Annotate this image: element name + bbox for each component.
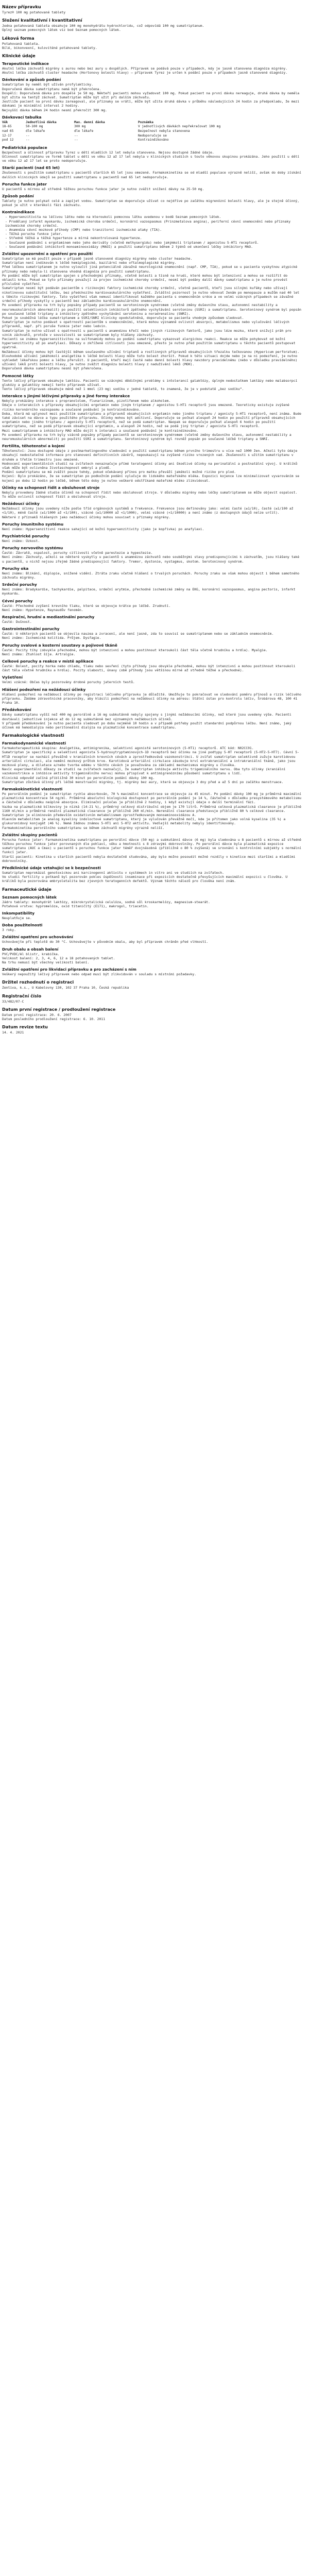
document-section — [2, 1024, 302, 1035]
paragraph: Jedna potahovaná tableta obsahuje 100 mg monohydrátu hydrochloridu, což odpovídá 100 mg sumatriptanum. — [2, 24, 204, 28]
paragraph: Akutní léčba záchvatů cluster headache (Hortonovy bolesti hlavy) – přípravek Tyrez je určen k podání pouze v případech jasně stanovené diagnózy. — [2, 71, 288, 75]
paragraph: Starší pacienti: Kinetika u starších pacientů nebyla dostatečně studována, aby bylo možno posoudit možné rozdíly v kinetice mezi staršími a mladšími dobrovolníky. — [2, 854, 296, 863]
table-row — [2, 129, 244, 134]
paragraph: Bezpečnost a účinnost přípravku Tyrez u dětí mladších 12 let nebyla stanovena. Nejsou dostupné žádné údaje. — [2, 150, 214, 155]
section-heading: Poruchy imunitního systému — [2, 521, 64, 527]
document-section — [2, 444, 302, 483]
section-heading: Předklinické údaje vztahující se k bezpečnosti — [2, 865, 101, 870]
section-heading: Registrační číslo — [2, 993, 42, 998]
document-body — [0, 0, 309, 1035]
section-heading: Cévní poruchy — [2, 598, 33, 603]
section-heading: Název přípravku — [2, 4, 41, 9]
table-cell: pod 12 — [2, 138, 14, 142]
paragraph: Sumatriptan je nutno podávat s opatrností pacientům s onemocněními, která mohou významně ovlivnit absorpci, metabolismus nebo vylučování léčivých přípravků, např. při poruše funkce jater nebo ledvin. — [2, 320, 289, 329]
document-section — [2, 599, 302, 612]
section-heading: Gastrointestinální poruchy — [2, 626, 60, 632]
paragraph: Po uvedení přípravku na trh byly popsány případy pacientů se serotoninovým syndromem (včetně změny duševního stavu, autonomní nestability a neuromuskulárních abnormalit) po použití selektivních inhibitorů zpětného vychytávání serotoninu (SSRI) a sumatriptanu. Serotoninový syndrom byl popsán po současné léčbě triptany a inhibitory zpětného vychytávání serotoninu a noradrenalinu (SNRI). — [2, 303, 301, 316]
paragraph: Není známo: Záchvaty, ačkoli se některé vyskytly u pacientů s anamnézou záchvatů nebo souběžnými stavy predisponujícími k záchvatům, jsou hlášeny také u pacientů, u nichž nejsou zřejmé žádné predisponující faktory. Tremor, dystonie, nystagmus, skotom. Serotoninový syndrom. — [2, 555, 300, 564]
document-section — [2, 194, 302, 207]
paragraph: Těhotenství: Jsou dostupné údaje z postmarketingového sledování o použití sumatriptanu během prvního trimestru u více než 1000 žen. Ačkoli tyto údaje obsahují nedostatečné informace pro stanovení definitivních závěrů, nepoukazují na zvýšené riziko vrozených vad. Zkušenosti s užitím sumatriptanu v druhém a třetím trimestru jsou omezené. — [2, 449, 298, 462]
document-section — [2, 546, 302, 564]
paragraph: Nežádoucí účinky mohou být častější během současného užívání triptanů a rostlinných přípravků obsahujících třezalku tečkovanou (Hypericum perforatum). — [2, 349, 300, 354]
paragraph: Nejvyšší dávka během 24 hodin nesmí překročit 300 mg. — [2, 108, 107, 112]
document-section — [2, 61, 302, 75]
document-section — [2, 659, 302, 672]
section-heading: Datum revize textu — [2, 1024, 48, 1030]
document-section — [2, 485, 302, 499]
document-section — [2, 582, 302, 596]
document-section — [2, 923, 302, 932]
paragraph: Doba, která má uplynout mezi použitím sumatriptanu a přípravků obsahujících ergotamin nebo jiného triptanu / agonisty 5-HT1 receptorů, není známa. Bude také záviset na dávce a typu použitého přípravku. Účinky mohou být aditivní. Doporučuje se počkat alespoň 24 hodin po použití přípravků obsahujících ergotamin nebo jiného triptanu / agonisty 5-HT1 receptorů, než se podá sumatriptan. Naopak se doporučuje počkat alespoň 6 hodin po použití sumatriptanu, než se podá přípravek obsahující ergotamin, a alespoň 24 hodin, než se podá jiný triptan / agonista 5-HT1 receptorů. — [2, 411, 301, 429]
paragraph: Po podání může být sumatriptan spojen s přechodnými příznaky, včetně bolesti a tísně na hrudi, které mohou být intenzivní a mohou se rozšířit do oblasti krku. Pokud se tyto příznaky považují za projev ischemické choroby srdeční, nesmí být podány další dávky sumatriptanu a je nutno provést příslušné vyšetření. — [2, 273, 288, 286]
document-section — [2, 733, 302, 738]
paragraph: Časté: Závratě, ospalost, poruchy citlivosti včetně parestezie a hypestezie. — [2, 551, 153, 555]
section-heading: Zvláštní skupiny pacientů — [2, 832, 58, 837]
document-section — [2, 522, 302, 531]
document-section — [2, 115, 302, 143]
paragraph: 3 roky. — [2, 928, 16, 933]
paragraph: Není známo: Ischemická kolitida. Průjem. Dysfagie. — [2, 636, 101, 640]
section-heading: Poruchy svalové a kosterní soustavy a pojivové tkáně — [2, 642, 117, 648]
paragraph: Účinnost sumatriptanu ve formě tablet u dětí ve věku 12 až 17 let nebyla v klinických studiích s touto věkovou skupinou prokázána. Jeho použití u dětí ve věku 12 až 17 let se proto nedoporučuje. — [2, 155, 300, 163]
paragraph: Porucha funkce jater: Farmakokinetika sumatriptanu po perorální dávce (50 mg) a subkutánní dávce (6 mg) byla sledována u 8 pacientů s mírnou až středně těžkou poruchou funkce jater porovnaných dle pohlaví, věku a hmotnosti s 8 zdravými dobrovolníky. Po perorální dávce byla plazmatická expozice sumatriptanu (AUC a Cmax) u pacientů s poruchou funkce jater téměř dvojnásobná (přibližně o 80 % zvýšená) ve srovnání s kontrolními subjekty s normální funkcí jater. — [2, 837, 301, 855]
section-heading: Farmakokinetické vlastnosti — [2, 786, 63, 791]
table-cell: -- — [26, 133, 30, 138]
paragraph: Není známo: Hypersenzitivní reakce sahající od kožní hypersenzitivity (jako je kopřivka) po anafylaxi. — [2, 527, 204, 531]
paragraph: Tento léčivý přípravek obsahuje méně než 1 mmol (23 mg) sodíku v jedné tabletě, to znamená, že je v podstatě „bez sodíku“. — [2, 386, 244, 391]
paragraph: Farmakoterapeutická skupina: Analgetika, antimigrenika, selektivní agonisté serotoninových (5-HT1) receptorů. ATC kód: N02CC01. — [2, 746, 254, 751]
paragraph: V případě předávkování je nutno pacienta sledovat po dobu nejméně 10 hodin a v případě potřeby použít standardní podpůrnou léčbu. Není známo, jaký účinek má hemodialýza nebo peritoneální dialýza na plazmatické koncentrace sumatriptanu. — [2, 721, 291, 730]
section-heading: Kontraindikace — [2, 210, 35, 215]
document-section — [2, 210, 302, 249]
paragraph: Nebyly prokázány interakce s propranololem, flunarizinem, pizotifenem nebo alkoholem. — [2, 399, 171, 403]
dosage-table-header-cell: Poznámka — [138, 120, 153, 124]
section-heading: Účinky na schopnost řídit a obsluhovat stroje — [2, 485, 100, 490]
paragraph: Údaje o interakcích s přípravky obsahujícími ergotamin nebo jiným triptanem / agonistou 5-HT1 receptorů jsou omezené. Teoreticky existuje zvýšené riziko koronárního vazospasmu a současné podávání je kontraindikováno. — [2, 403, 289, 412]
table-cell: 50-100 mg — [26, 125, 43, 129]
document-section — [2, 145, 302, 163]
paragraph: Potahová vrstva: hypromelóza, oxid titaničitý (E171), makrogol, triacetin. — [2, 904, 149, 908]
document-section — [2, 643, 302, 656]
section-heading: Složení kvalitativní i kvantitativní — [2, 18, 82, 23]
paragraph: Mezi sumatriptanem a inhibitory MAO může dojít k interakci a současné podávání je kontraindikováno. — [2, 428, 198, 433]
table-cell: nad 65 — [2, 129, 14, 133]
table-cell: Kontraindikováno — [138, 138, 169, 142]
paragraph: Tento léčivý přípravek obsahuje laktózu. Pacienti se vzácnými dědičnými problémy s intolerancí galaktózy, úplným nedostatkem laktázy nebo malabsorpcí glukózy a galaktózy nemají tento přípravek užívat. — [2, 378, 298, 387]
paragraph: Není známo: Blikání, diplopie, snížené vidění. Ztráta zraku včetně hlášení o trvalých poruchách. Poruchy zraku se však mohou objevit i během samotného záchvatu migrény. — [2, 571, 300, 580]
document-section — [2, 787, 302, 830]
paragraph: Podání sumatriptanu se má zvážit pouze tehdy, pokud očekávaný přínos pro matku převáží jakékoli možné riziko pro plod. — [2, 470, 236, 474]
document-section — [2, 866, 302, 884]
paragraph: 14. 4. 2021 — [2, 1030, 24, 1035]
paragraph: Zentiva, k.s., U Kabelovny 130, 102 37 Praha 10, Česká republika — [2, 986, 129, 990]
section-heading: Celkové poruchy a reakce v místě aplikace — [2, 659, 94, 664]
section-heading: Starší pacienti (nad 65 let) — [2, 165, 60, 171]
paragraph: Pacienti se známou hypersenzitivitou na sulfonamidy mohou po podání sumatriptanu vykazovat alergickou reakci. Reakce se může pohybovat od kožní hypersenzitivity až po anafylaxi. Důkazy o zkřížené citlivosti jsou omezené, přesto je nutno před použitím sumatriptanu u těchto pacientů postupovat opatrně. — [2, 336, 296, 350]
section-heading: Léková forma — [2, 35, 35, 41]
bullet-item: - Těžká porucha funkce jater. — [2, 232, 302, 236]
document-section — [2, 36, 302, 50]
document-section — [2, 979, 302, 990]
table-cell: -- — [74, 133, 78, 138]
document-section — [2, 394, 302, 441]
table-cell: V jednotlivých dávkách nepřekračovat 100 mg — [138, 125, 221, 129]
section-heading: Dávkování a způsob podání — [2, 77, 61, 82]
section-heading: Poruchy oka — [2, 566, 29, 571]
table-cell: Bezpečnost nebyla stanovena — [138, 129, 190, 133]
document-section — [2, 501, 302, 519]
document-section — [2, 566, 302, 580]
document-section — [2, 833, 302, 863]
section-heading: Porucha funkce jater — [2, 181, 47, 187]
paragraph: Veškerý nepoužitý léčivý přípravek nebo odpad musí být zlikvidován v souladu s místními požadavky. — [2, 972, 197, 977]
paragraph: Hodnocení experimentálních studií na zvířatech nenaznačuje přímé teratogenní účinky ani škodlivé účinky na perinatální a postnatální vývoj. U králíků však může být ovlivněna životaschopnost embryí a plodů. — [2, 461, 298, 470]
section-heading: Farmakologické vlastnosti — [2, 733, 64, 738]
table-cell: 300 mg — [74, 125, 86, 129]
document-section — [2, 675, 302, 684]
paragraph: Datum posledního prodloužení registrace: 6. 10. 2011 — [2, 1017, 106, 1022]
section-heading: Srdeční poruchy — [2, 582, 37, 587]
bullet-item: - Středně těžká a těžká hypertenze a mírná nekontrolovaná hypertenze. — [2, 236, 302, 240]
paragraph: Není známo: Ztuhlost šíje. Artralgie. — [2, 652, 76, 656]
paragraph: Akutní léčba záchvatů migrény s aurou nebo bez aury u dospělých. Přípravek se podává pouze v případech, kdy je jasně stanovena diagnóza migrény. — [2, 66, 288, 71]
paragraph: Časté: U některých pacientů se objevila nauzea a zvracení, ale není jasné, zda to souvisí se sumatriptanem nebo se základním onemocněním. — [2, 632, 274, 636]
paragraph: Časté: Dušnost. — [2, 620, 32, 624]
paragraph: Tyrez® 100 mg potahované tablety — [2, 10, 66, 14]
paragraph: Ve studii fertility u potkanů byl pozorován pokles úspěšnosti inseminace při expozicích dostatečně převyšujících maximální expozici u člověka. U králíků byla pozorována embryoletalita bez zjevných teratogenních defektů. Význam těchto nálezů pro člověka není znám. — [2, 875, 288, 884]
dosage-table — [2, 121, 244, 143]
paragraph: Hlavním metabolitem je analog kyseliny indoloctové sumatriptanu, který je vylučován převážně močí, kde je přítomen jako volná kyselina (35 %) a glukuronidový konjugát (46 %). Nemá žádnou známou 5-HT1 ani 5-HT2 aktivitu. Vedlejší metabolity nebyly identifikovány. — [2, 817, 286, 826]
document-section — [2, 374, 302, 392]
dosage-table-header-cell: Věk — [2, 120, 8, 124]
paragraph: Před léčbou sumatriptanem je nutno vyloučit jiná potenciálně závažná neurologická onemocnění (např. CMP, TIA), pokud se u pacienta vyskytnou atypické příznaky nebo nebyla-li stanovena vhodná diagnóza pro použití sumatriptanu. — [2, 265, 298, 274]
paragraph: Doporučená dávka sumatriptanu nesmí být překročena. — [2, 366, 104, 371]
section-heading: Zvláštní opatření pro likvidaci přípravku a pro zacházení s ním — [2, 967, 136, 972]
paragraph: Dlouhodobé užívání jakéhokoli analgetika k léčbě bolesti hlavy může tuto bolest zhoršit. Pokud k této situaci dojde nebo je na ni podezření, je nutno vyhledat lékařskou pomoc a léčbu přerušit. U pacientů, kteří mají časté nebo denní bolesti hlavy navzdory pravidelnému (nebo v důsledku pravidelného) užívání léků proti bolesti hlavy, je nutno zvážit diagnózu bolesti hlavy z nadužívání léků (MOH). — [2, 353, 298, 367]
paragraph: Kojení: Bylo prokázáno, že se sumatriptan po podkožním podání vylučuje do lidského mateřského mléka. Expozici kojence lze minimalizovat vyvarováním se kojení po dobu 12 hodin po léčbě, během této doby je nutno veškeré odstříkané mateřské mléko zlikvidovat. — [2, 474, 300, 483]
document-section — [2, 707, 302, 730]
document-section — [2, 741, 302, 784]
table-cell: -- — [26, 138, 30, 142]
document-section — [2, 895, 302, 908]
paragraph: Potahovaná tableta. — [2, 41, 40, 46]
paragraph: 33/482/07-C — [2, 999, 24, 1004]
paragraph: Vazba na plazmatické bílkoviny je nízká (14-21 %), průměrný celkový distribuční objem je 170 litrů. Průměrná celková plazmatická clearance je přibližně 1160 ml/min a průměrná renální plazmatická clearance je přibližně 260 ml/min. Nerenální clearance představuje přibližně 80 % celkové clearance. Sumatriptan je eliminován především oxidativním metabolismem zprostředkovaným monoaminooxidázou A. — [2, 804, 301, 817]
bullet-item: - Současné podávání s ergotaminem nebo jeho deriváty (včetně methysergidu) nebo jakýmkoli triptanem / agonistou 5-HT1 receptorů. — [2, 241, 302, 245]
paragraph: Dávky sumatriptanu vyšší než 400 mg perorálně a 16 mg subkutánně nebyly spojeny s jinými nežádoucími účinky, než které jsou uvedeny výše. Pacienti dostávali jednotlivé injekce až do 12 mg subkutánně bez významných nežádoucích účinků. — [2, 713, 291, 721]
paragraph: Nebyly provedeny žádné studie účinků na schopnost řídit nebo obsluhovat stroje. V důsledku migrény nebo léčby sumatriptanem se může objevit ospalost. To může ovlivnit schopnost řídit a obsluhovat stroje. — [2, 490, 298, 499]
paragraph: Sumatriptan je specifický a selektivní agonista 5-hydroxytryptaminových-1D receptorů bez účinku na jiné podtypy 5-HT receptorů (5-HT2-5-HT7). Cévní 5-HT1D receptor se nachází převážně v kraniálních krevních cévách a zprostředkovává vazokonstrikci. U zvířat sumatriptan selektivně zužuje karotidovou arteriální cirkulaci, ale nemění mozkový průtok krve. Karotidová arteriální cirkulace zásobuje krví extrakraniální a intrakraniální tkáně, jako jsou mozkové pleny, a dilatace a/nebo tvorba edému v těchto cévách je považována za základní mechanismus migrény u člověka. — [2, 750, 300, 767]
paragraph: Některé z příznaků hlášených jako nežádoucí účinky mohou souviset s příznaky migrény. — [2, 515, 171, 519]
document-section — [2, 615, 302, 624]
section-heading: Druh obalu a obsah balení — [2, 946, 59, 952]
section-heading: Seznam pomocných látek — [2, 894, 57, 900]
bullet-item: - Současné podávání inhibitorů monoaminooxidázy (MAOI) a použití sumatriptanu během 2 týdnů od ukončení léčby inhibitory MAO. — [2, 245, 302, 249]
section-heading: Interakce s jinými léčivými přípravky a jiné formy interakce — [2, 394, 130, 399]
paragraph: Velmi vzácné: Občas byly pozorovány drobné poruchy jaterních testů. — [2, 680, 135, 685]
dosage-table-header-cell: Max. denní dávka — [74, 120, 105, 124]
paragraph: Časté: Přechodné zvýšení krevního tlaku, které se objevuje krátce po léčbě. Zrudnutí. — [2, 603, 171, 608]
section-heading: Pediatrická populace — [2, 145, 47, 150]
section-heading: Dávkovací tabulka — [2, 114, 42, 120]
section-heading: Respirační, hrudní a mediastinální poruchy — [2, 615, 95, 620]
section-heading: Poruchy nervového systému — [2, 546, 63, 551]
paragraph: Navíc experimentální důkazy ze studií na zvířatech naznačují, že sumatriptan inhibuje aktivitu trigeminálního nervu. Oba tyto účinky (kraniální vazokonstrikce a inhibice aktivity trigeminálního nervu) mohou přispívat k antimigrenóznímu působení sumatriptanu u lidí. — [2, 767, 286, 776]
paragraph: Velikost balení: 2, 3, 4, 6, 12 a 18 potahovaných tablet. — [2, 956, 115, 960]
document-section — [2, 967, 302, 976]
paragraph: Po perorálním podání je sumatriptan rychle absorbován, 70 % maximální koncentrace se objevuje za 45 minut. Po podání dávky 100 mg je průměrná maximální plazmatická koncentrace 54 ng/ml. Průměrná absolutní biologická dostupnost po perorálním podání je 14 %, částečně v důsledku presystémového metabolismu a částečně v důsledku neúplné absorpce. Eliminační poločas je přibližně 2 hodiny, i když existují údaje o delší terminální fázi. — [2, 791, 301, 805]
table-row — [2, 134, 244, 139]
paragraph: Uchovávejte při teplotě do 30 °C. Uchovávejte v původním obalu, aby byl přípravek chráněn před vlhkostí. — [2, 940, 209, 944]
paragraph: Nežádoucí účinky jsou uvedeny níže podle tříd orgánových systémů a frekvence. Frekvence jsou definovány jako: velmi časté (≥1/10), časté (≥1/100 až <1/10), méně časté (≥1/1000 až <1/100), vzácné (≥1/10000 až <1/1000), velmi vzácné (<1/10000) a není známo (z dostupných údajů nelze určit). — [2, 506, 294, 515]
document-section — [2, 4, 302, 14]
document-section — [2, 626, 302, 640]
table-cell: dle lékaře — [74, 129, 94, 133]
document-section — [2, 687, 302, 705]
paragraph: Úplný seznam pomocných látek viz bod Seznam pomocných látek. — [2, 28, 121, 32]
section-heading: Doba použitelnosti — [2, 923, 43, 928]
document-section — [2, 165, 302, 179]
paragraph: Časté: Bolest, pocity horka nebo chladu, tlaku nebo sevření (tyto příhody jsou obvykle přechodné, mohou být intenzivní a mohou postihnout kteroukoli část těla včetně hrudníku a hrdla). Pocity slabosti, únavy (obě příhody jsou většinou mírné až středně těžké a přechodné). — [2, 664, 296, 673]
paragraph: Není známo: Úzkost. — [2, 539, 40, 544]
paragraph: Klinická odpověď začíná přibližně 30 minut po perorálním podání dávky 100 mg. — [2, 775, 155, 780]
table-row — [2, 138, 244, 143]
section-heading: Hlášení podezření na nežádoucí účinky — [2, 687, 86, 692]
document-section — [2, 1007, 302, 1021]
table-cell: -- — [74, 138, 78, 142]
table-cell: 18-65 — [2, 125, 12, 129]
paragraph: Farmakokinetika perorálního sumatriptanu se během záchvatů migrény výrazně neliší. — [2, 825, 165, 830]
document-section — [2, 251, 302, 370]
paragraph: Datum první registrace: 20. 6. 2007 — [2, 1012, 72, 1017]
document-section — [2, 182, 302, 191]
document-section — [2, 911, 302, 920]
paragraph: Pokud je souběžná léčba sumatriptanem a SSRI/SNRI klinicky opodstatněná, doporučuje se pacienta vhodným způsobem sledovat. — [2, 315, 244, 320]
section-heading: Farmakodynamické vlastnosti — [2, 741, 66, 746]
paragraph: Sumatriptan neprokázal genotoxickou ani karcinogenní aktivitu v systémech in vitro ani ve studiích na zvířatech. — [2, 870, 224, 875]
paragraph: Zkušenosti s použitím sumatriptanu u pacientů starších 65 let jsou omezené. Farmakokinetika se od mladší populace výrazně neliší, avšak do doby získání dalších klinických údajů se použití sumatriptanu u pacientů nad 65 let nedoporučuje. — [2, 171, 301, 179]
paragraph: Tablety je nutno polykat celé a zapíjet vodou. Sumatriptan se doporučuje užívat co nejdříve po začátku migrenózní bolesti hlavy, ale je stejně účinný, pokud je užit v kterékoli fázi záchvatu. — [2, 199, 300, 208]
bullet-item: - Hypersenzitivita na léčivou látku nebo na kteroukoli pomocnou látku uvedenou v bodě Seznam pomocných látek. — [2, 215, 302, 219]
paragraph: Bílé, bikonvexní, kuloviténé potahované tablety. — [2, 45, 97, 50]
table-cell: Nedoporučuje se — [138, 133, 167, 138]
paragraph: U pacientů s mírnou až středně těžkou poruchou funkce jater je nutno zvážit snížení dávky na 25-50 mg. — [2, 187, 204, 191]
paragraph: Sumatriptan nesmí být podáván pacientům s rizikovými faktory ischemické choroby srdeční, včetně pacientů, kteří jsou silnými kuřáky nebo užívají nikotinovou substituční léčbu, bez předchozího kardiovaskulárního vyšetření. Zvláštní pozornost je nutno věnovat ženám po menopauze a mužům nad 40 let s těmito rizikovými faktory. Tato vyšetření však nemusí identifikovat každého pacienta s onemocněním srdce a ve velmi vzácných případech se závažné srdeční příhody vyskytly u pacientů bez základního kardiovaskulárního onemocnění. — [2, 286, 300, 303]
section-heading: Farmaceutické údaje — [2, 886, 52, 892]
paragraph: Dospělí: Doporučená dávka pro dospělé je 50 mg. Někteří pacienti mohou vyžadovat 100 mg. Pokud pacient na první dávku nereaguje, druhá dávka by neměla být užita na tentýž záchvat. Sumatriptan může být užit při dalším záchvatu. — [2, 91, 300, 100]
document-section — [2, 18, 302, 32]
paragraph: Hlášení podezření na nežádoucí účinky po registraci léčivého přípravku je důležité. Umožňuje to pokračovat ve sledování poměru přínosů a rizik léčivého přípravku. Žádáme zdravotnické pracovníky, aby hlásili podezření na nežádoucí účinky na adresu: Státní ústav pro kontrolu léčiv, Šrobárova 48, 100 41 Praha 10. — [2, 692, 301, 705]
section-heading: Nežádoucí účinky — [2, 501, 40, 506]
paragraph: Doporučená dávka sumatriptanu nemá být překročena. — [2, 87, 101, 91]
document-section — [2, 947, 302, 965]
section-heading: Pomocné látky — [2, 373, 34, 378]
paragraph: PVC/PVDC/Al blistr, krabička. — [2, 952, 60, 956]
paragraph: Sumatriptan by neměl být užíván profylakticky. — [2, 82, 93, 87]
paragraph: Po uvedení přípravku na trh byly vzácně popsány případy pacientů se serotoninovým syndromem (včetně změny duševního stavu, autonomní nestability a neuromuskulárních abnormalit) po použití SSRI a sumatriptanu. Serotoninový syndrom byl rovněž popsán po současné léčbě triptany a SNRI. — [2, 432, 291, 441]
bullet-item: - Prodělaný infarkt myokardu, ischemická choroba srdeční, koronární vazospasmus (Prinzmetalova angina), periferní cévní onemocnění nebo příznaky ischemické choroby srdeční. — [2, 219, 302, 228]
paragraph: Časté: Pocity tíhy (obvykle přechodné, mohou být intenzivní a mohou postihnout kteroukoli část těla včetně hrudníku a hrdla). Myalgie. — [2, 648, 268, 652]
paragraph: Jestliže pacient na první dávku zareagoval, ale příznaky se vrátí, může být užita druhá dávka v průběhu následujících 24 hodin za předpokladu, že mezi dávkami je minimální interval 2 hodiny. — [2, 99, 300, 108]
bullet-item: - Anamnéza cévní mozkové příhody (CMP) nebo tranzitorní ischemické ataky (TIA). — [2, 228, 302, 232]
document-section — [2, 993, 302, 1004]
document-section — [2, 887, 302, 892]
section-heading: Předávkování — [2, 707, 31, 713]
section-heading: Vyšetření — [2, 675, 23, 680]
document-section — [2, 77, 302, 112]
paragraph: Neuplatňuje se. — [2, 916, 32, 920]
paragraph: Na trhu nemusí být všechny velikosti balení. — [2, 960, 90, 965]
table-cell: dle lékaře — [26, 129, 45, 133]
paragraph: Jádro tablety: monohydrát laktózy, mikrokrystalická celulóza, sodná sůl kroskarmelózy, magnesium-stearát. — [2, 900, 210, 904]
section-heading: Držitel rozhodnutí o registraci — [2, 979, 74, 985]
section-heading: Datum první registrace / prodloužení registrace — [2, 1006, 116, 1012]
section-heading: Zvláštní upozornění a opatření pro použití — [2, 251, 93, 257]
section-heading: Terapeutické indikace — [2, 61, 49, 66]
document-section — [2, 53, 302, 59]
section-heading: Klinické údaje — [2, 53, 36, 59]
section-heading: Inkompatibility — [2, 911, 35, 916]
paragraph: Sumatriptan se má použít pouze v případě jasně stanovené diagnózy migrény nebo cluster headache. — [2, 257, 193, 261]
dosage-table-header-cell: Jednotlivá dávka — [26, 120, 57, 124]
table-cell: 12-17 — [2, 133, 12, 138]
section-heading: Způsob podání — [2, 194, 34, 199]
table-row — [2, 125, 244, 129]
section-heading: Psychiatrické poruchy — [2, 534, 49, 539]
section-heading: Fertilita, těhotenství a kojení — [2, 444, 65, 449]
paragraph: Sumatriptan není indikován k léčbě hemiplegické, bazilární nebo oftalmoplegické migrény. — [2, 261, 177, 265]
paragraph: Sumatriptan je nutno užívat s opatrností u pacientů s anamnézou křečí nebo jiných rizikových faktorů, jako jsou léze mozku, které snižují práh pro vznik záchvatů, protože v souvislosti se sumatriptanem byly hlášeny záchvaty. — [2, 328, 291, 337]
section-heading: Zvláštní opatření pro uchovávání — [2, 935, 73, 940]
document-section — [2, 935, 302, 944]
paragraph: Není známo: Bradykardie, tachykardie, palpitace, srdeční arytmie, přechodné ischemické změny na EKG, koronární vazospasmus, angina pectoris, infarkt myokardu. — [2, 587, 296, 596]
document-section — [2, 534, 302, 543]
paragraph: Sumatriptan zůstává účinný při léčbě menstruační migrény, tj. migrény bez aury, která se objevuje 3 dny před a až 5 dní po začátku menstruace. — [2, 779, 284, 784]
paragraph: Není známo: Hypotenze, Raynaudův fenomén. — [2, 607, 83, 612]
